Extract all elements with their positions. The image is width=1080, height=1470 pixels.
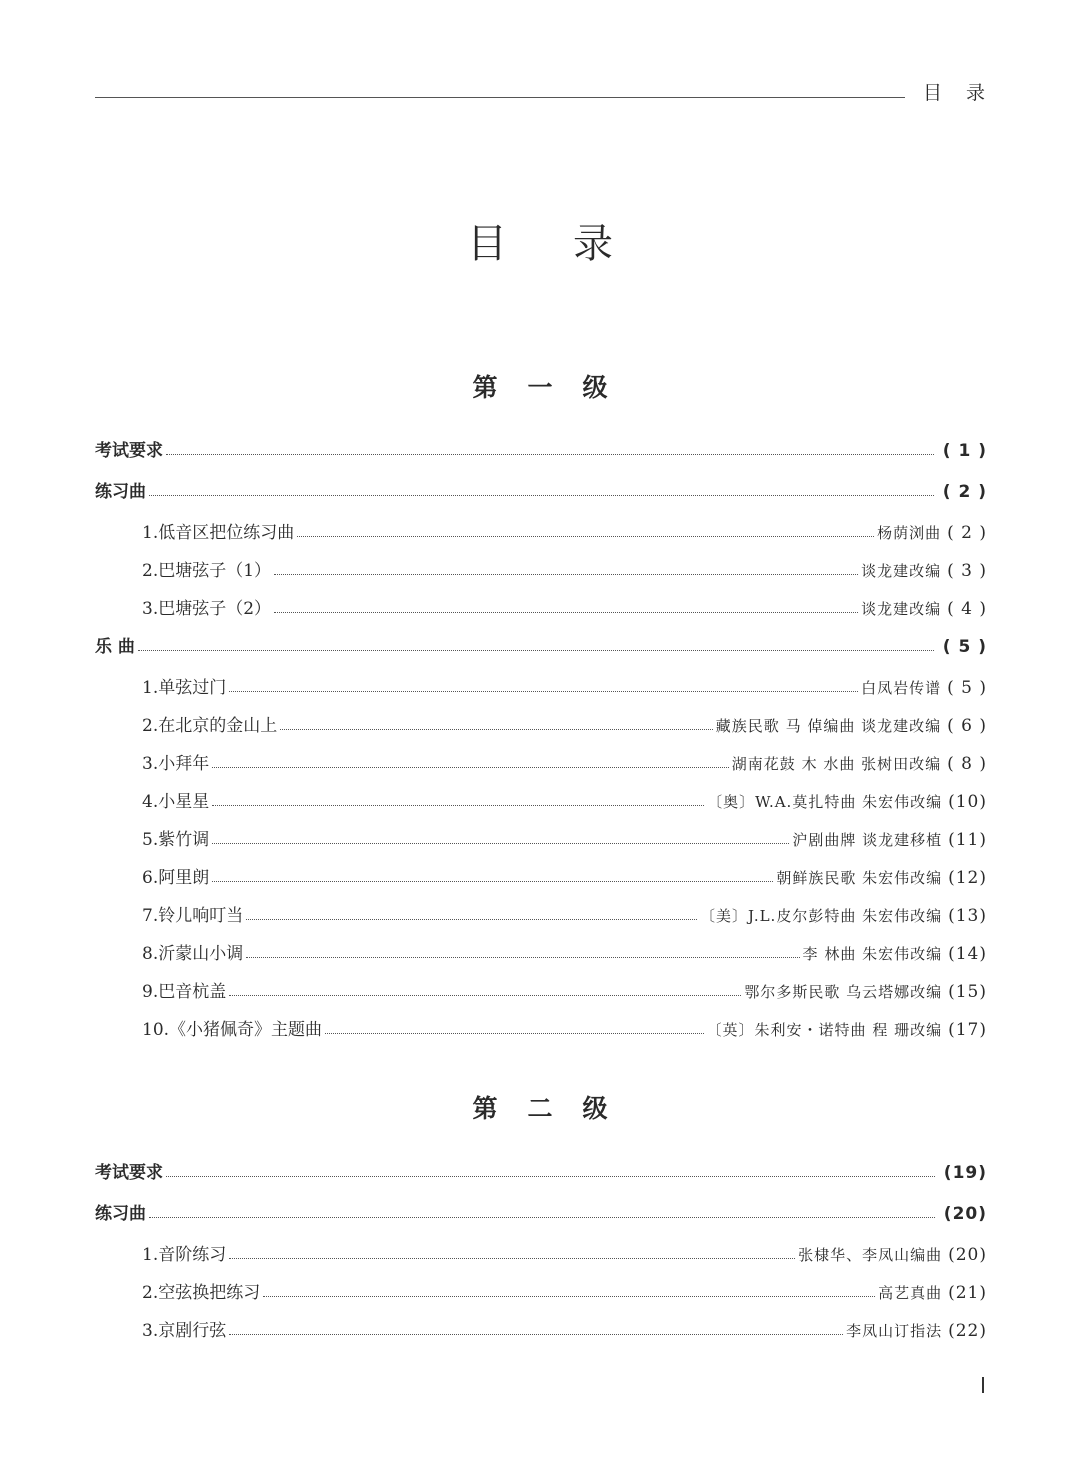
running-head-label: 目录 <box>922 82 1009 104</box>
toc-page-number: ( 1 ) <box>942 441 987 461</box>
toc-entry-title: 练习曲 <box>95 1204 146 1224</box>
toc-entry-title: 2.巴塘弦子（1） <box>142 561 272 581</box>
toc-page-number: (15) <box>948 982 987 1002</box>
dot-leader <box>212 881 773 882</box>
toc-page-number: (14) <box>948 944 987 964</box>
toc-page-number: (20) <box>948 1245 987 1265</box>
toc-entry-credit: 沪剧曲牌 谈龙建移植 <box>792 831 943 849</box>
toc-entry-row <box>95 936 987 964</box>
toc-section-row <box>95 1155 987 1183</box>
toc-page-number: (12) <box>948 868 987 888</box>
toc-page-number: (17) <box>948 1020 987 1040</box>
toc-page-number: (21) <box>948 1283 987 1303</box>
toc-page-number: ( 2 ) <box>942 482 987 502</box>
toc-section-row <box>95 474 987 502</box>
toc-entry-row <box>95 822 987 850</box>
toc-entry-title: 9.巴音杭盖 <box>142 982 227 1002</box>
toc-entry-title: 练习曲 <box>95 482 146 502</box>
toc-entry-row <box>95 708 987 736</box>
dot-leader <box>325 1033 704 1034</box>
toc-page-number: (20) <box>943 1204 987 1224</box>
toc-entry-row <box>95 784 987 812</box>
dot-leader <box>246 957 799 958</box>
toc-entry-title: 2.在北京的金山上 <box>142 716 278 736</box>
toc-page-number: (22) <box>948 1321 987 1341</box>
toc-entry-credit: 谈龙建改编 <box>861 562 942 580</box>
dot-leader <box>274 612 858 613</box>
dot-leader <box>229 1258 795 1259</box>
running-head <box>95 78 1009 104</box>
toc-page-number: (13) <box>948 906 987 926</box>
dot-leader <box>212 805 704 806</box>
toc-page-number: ( 5 ) <box>942 637 987 657</box>
toc-entry-credit: 张棣华、李凤山编曲 <box>798 1246 943 1264</box>
toc-entry-credit: 谈龙建改编 <box>861 600 942 618</box>
dot-leader <box>280 729 713 730</box>
toc-section-row <box>95 1196 987 1224</box>
toc-entry-credit: 朝鲜族民歌 朱宏伟改编 <box>776 869 943 887</box>
toc-entry-row <box>95 974 987 1002</box>
dot-leader <box>229 691 858 692</box>
dot-leader <box>274 574 858 575</box>
toc-entry-row <box>95 515 987 543</box>
toc-page-number: (10) <box>948 792 987 812</box>
toc-entry-credit: 〔美〕J.L.皮尔彭特曲 朱宏伟改编 <box>699 907 943 925</box>
toc-page-number: ( 4 ) <box>947 599 987 619</box>
toc-entry-credit: 湖南花鼓 木 水曲 张树田改编 <box>731 755 942 773</box>
header-rule <box>95 97 905 98</box>
dot-leader <box>166 1176 935 1177</box>
toc-page-number: ( 3 ) <box>947 561 987 581</box>
toc-page-number: ( 5 ) <box>947 678 987 698</box>
toc-entry-row <box>95 1275 987 1303</box>
toc-entry-credit: 〔奥〕W.A.莫扎特曲 朱宏伟改编 <box>707 793 943 811</box>
toc-entry-title: 8.沂蒙山小调 <box>142 944 244 964</box>
toc-entry-row <box>95 746 987 774</box>
toc-entry-title: 2.空弦换把练习 <box>142 1283 261 1303</box>
dot-leader <box>297 536 874 537</box>
toc-entry-title: 10.《小猪佩奇》主题曲 <box>142 1020 323 1040</box>
toc-section-row <box>95 433 987 461</box>
toc-entry-row <box>95 1313 987 1341</box>
toc-entry-row <box>95 1012 987 1040</box>
toc-entry-row <box>95 553 987 581</box>
toc-page-number: (19) <box>943 1163 987 1183</box>
dot-leader <box>149 1217 935 1218</box>
dot-leader <box>229 995 741 996</box>
dot-leader <box>263 1296 875 1297</box>
toc-entry-title: 考试要求 <box>95 1163 163 1183</box>
toc-entry-title: 1.音阶练习 <box>142 1245 227 1265</box>
toc-entry-row <box>95 591 987 619</box>
toc-entry-title: 3.巴塘弦子（2） <box>142 599 272 619</box>
toc-entry-row <box>95 670 987 698</box>
dot-leader <box>212 843 789 844</box>
dot-leader <box>229 1334 843 1335</box>
toc-page-number: (11) <box>948 830 987 850</box>
level-heading-2: 第二级 <box>472 1094 638 1123</box>
toc-entry-title: 5.紫竹调 <box>142 830 210 850</box>
toc-entry-title: 1.低音区把位练习曲 <box>142 523 295 543</box>
toc-entry-row <box>95 860 987 888</box>
toc-entry-title: 3.京剧行弦 <box>142 1321 227 1341</box>
toc-entry-credit: 李凤山订指法 <box>846 1322 943 1340</box>
toc-entry-row <box>95 1237 987 1265</box>
toc-entry-row <box>95 898 987 926</box>
dot-leader <box>138 650 934 651</box>
toc-page-number: ( 6 ) <box>947 716 987 736</box>
dot-leader <box>212 767 729 768</box>
toc-entry-title: 4.小星星 <box>142 792 210 812</box>
toc-entry-credit: 李 林曲 朱宏伟改编 <box>802 945 943 963</box>
toc-entry-title: 乐 曲 <box>95 637 135 657</box>
toc-entry-credit: 高艺真曲 <box>878 1284 943 1302</box>
toc-entry-title: 6.阿里朗 <box>142 868 210 888</box>
toc-page-number: ( 2 ) <box>947 523 987 543</box>
toc-entry-credit: 白凤岩传谱 <box>861 679 942 697</box>
toc-entry-credit: 〔英〕朱利安・诺特曲 程 珊改编 <box>706 1021 943 1039</box>
dot-leader <box>149 495 934 496</box>
toc-section-row <box>95 629 987 657</box>
toc-entry-title: 7.铃儿响叮当 <box>142 906 244 926</box>
level-heading-1: 第一级 <box>472 373 638 402</box>
page-title: 目录 <box>467 221 679 267</box>
toc-entry-title: 1.单弦过门 <box>142 678 227 698</box>
folio-mark <box>982 1377 984 1393</box>
toc-entry-title: 3.小拜年 <box>142 754 210 774</box>
dot-leader <box>166 454 934 455</box>
toc-page-number: ( 8 ) <box>947 754 987 774</box>
dot-leader <box>246 919 697 920</box>
toc-entry-credit: 鄂尔多斯民歌 乌云塔娜改编 <box>744 983 943 1001</box>
toc-entry-credit: 杨荫浏曲 <box>877 524 942 542</box>
toc-entry-credit: 藏族民歌 马 倬编曲 谈龙建改编 <box>715 717 942 735</box>
toc-entry-title: 考试要求 <box>95 441 163 461</box>
